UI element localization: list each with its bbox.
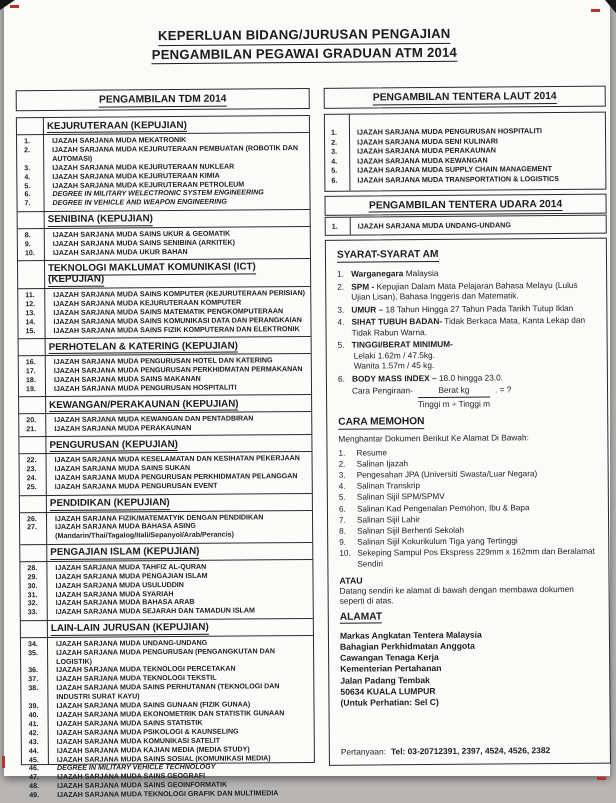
item-text: IJAZAH SARJANA MUDA PENGURUSAN HOSPITALITI (53, 383, 237, 393)
item-text: Salinan Transkrip (356, 481, 421, 491)
item-text: IJAZAH SARJANA MUDA KEJURUTERAAN PETROLEUM (52, 180, 245, 190)
alamat-heading (340, 609, 601, 622)
laut-items-box (324, 112, 607, 192)
memohon-intro: Menghantar Dokumen Berikut Ke Alamat Di Bawah: (338, 432, 529, 444)
item-text: Resume (356, 447, 388, 458)
item-text: IJAZAH SARJANA MUDA PERAKAUNAN (357, 145, 497, 156)
item-number: 12. (25, 300, 36, 309)
red-pen-mark-bottom-right (597, 777, 606, 780)
degree-row (20, 481, 312, 492)
syarat-heading-label: SYARAT-SYARAT AM (336, 248, 439, 261)
section-heading-label: TEKNOLOGI MAKLUMAT KOMUNIKASI (ICT) (KEPUJIAN) (48, 261, 256, 286)
document-item (339, 469, 600, 481)
item-number: 7. (339, 515, 346, 525)
item-text: BODY MASS INDEX – 18.0 hingga 23.0. Cara Pengiraan- $\frac{\text{Berat kg}}{\text{Tinggi m ÷ Tinggi m}}$ . = ? (352, 371, 599, 409)
degree-row (325, 174, 605, 186)
section-items (18, 287, 310, 338)
item-number: 27. (27, 523, 37, 532)
udara-items-box (325, 215, 607, 236)
item-number: 5. (337, 339, 345, 350)
item-text: Salinan Sijil Berhenti Sekolah (357, 525, 465, 536)
item-text: IJAZAH SARJANA MUDA SEJARAH DAN TAMADUN ISLAM (55, 606, 255, 617)
item-text: IJAZAH SARJANA MUDA SENI KULINARI (357, 136, 498, 147)
document-item (338, 446, 599, 458)
item-number: 29. (27, 572, 38, 581)
degree-row (19, 383, 311, 394)
item-text: IJAZAH SARJANA MUDA UKUR BAHAN (52, 247, 188, 257)
item-text: IJAZAH SARJANA MUDA SAINS KOMPUTER (KEJURUTERAAN PERISIAN) (53, 288, 306, 299)
item-number: 19. (25, 384, 36, 393)
document-item (339, 457, 600, 469)
item-text: IJAZAH SARJANA MUDA SAINS FIZIK KOMPUTERAN DAN ELEKTRONIK (53, 324, 300, 335)
udara-header-box (324, 194, 606, 216)
item-text: IJAZAH SARJANA MUDA UNDANG-UNDANG (55, 638, 208, 648)
item-text: IJAZAH SARJANA MUDA TEKNOLOGI GRAFIK DAN MULTIMEDIA (57, 789, 279, 800)
tdm-header-label: PENGAMBILAN TDM 2014 (98, 93, 227, 106)
address-line: 50634 KUALA LUMPUR (340, 685, 436, 697)
item-text: IJAZAH SARJANA MUDA KEWANGAN (357, 155, 488, 166)
document-item (339, 525, 600, 537)
degree-row (21, 682, 313, 702)
item-text: IJAZAH SARJANA MUDA PSIKOLOGI & KAUNSELING (56, 727, 239, 737)
item-text: SIHAT TUBUH BADAN- Tidak Berkaca Mata, Kanta Lekap dan Tidak Rabun Warna. (351, 314, 586, 338)
section-items (21, 636, 314, 803)
item-number: 14. (25, 317, 36, 326)
item-number: 9. (24, 239, 31, 248)
tdm-sections-box (16, 115, 315, 800)
item-text: IJAZAH SARJANA MUDA SAINS SUKAN (54, 464, 191, 474)
section-heading-label: KEJURUTERAAN (KEPUJIAN) (46, 119, 187, 132)
item-text: SPM - Kepujian Dalam Mata Pelajaran Bahasa Melayu (Lulus Ujian Lisan), Bahasa Inggeris dan Matematik. (351, 279, 578, 302)
item-number: 2. (331, 137, 338, 147)
red-pen-mark-top-right (591, 9, 600, 12)
item-number: 4. (338, 481, 346, 491)
item-number: 1. (331, 221, 338, 231)
item-number: 45. (28, 755, 39, 764)
section-heading (18, 209, 310, 229)
tdm-header-box (16, 88, 310, 111)
item-text: IJAZAH SARJANA FIZIK/MATEMATYIK DENGAN PENDIDIKAN (54, 512, 264, 523)
red-pen-mark-top-left (10, 5, 19, 8)
address-line: Markas Angkatan Tentera Malaysia (339, 629, 482, 641)
footer-label: Pertanyaan: (340, 746, 387, 757)
general-info-box (325, 238, 611, 766)
document-item (339, 502, 600, 514)
section-heading (17, 116, 309, 135)
section-heading (20, 542, 312, 562)
item-number: 44. (28, 746, 39, 755)
section-heading (19, 394, 311, 414)
item-text: IJAZAH SARJANA MUDA PENGURUSAN PERKHIDMATAN PELANGGAN (54, 472, 298, 483)
item-number: 13. (25, 308, 36, 317)
bmi-formula (352, 384, 599, 410)
syarat-list (337, 267, 599, 412)
address-line: Bahagian Perkhidmatan Anggota (339, 640, 475, 652)
item-text: IJAZAH SARJANA MUDA KAJIAN MEDIA (MEDIA STUDY) (56, 745, 250, 755)
item-text: IJAZAH SARJANA MUDA KEJURUTERAAN NUKLEAR (52, 162, 235, 172)
item-text: IJAZAH SARJANA MUDA PERAKAUNAN (54, 423, 192, 434)
document-item (339, 491, 600, 503)
item-number: 6. (338, 504, 346, 514)
item-number: 23. (26, 465, 37, 474)
item-text: IJAZAH SARJANA MUDA MEKATRONIK (52, 135, 187, 145)
degree-row (19, 325, 311, 336)
footer-phone-numbers: Tel: 03-20712391, 2397, 4524, 4526, 2382 (390, 745, 551, 757)
item-number: 6. (337, 373, 345, 384)
item-number: 33. (27, 608, 38, 617)
item-number: 1. (330, 127, 338, 137)
item-text: IJAZAH SARJANA MUDA SUPPLY CHAIN MANAGEMENT (357, 164, 553, 175)
item-text: Salinan Kad Pengenalan Pemohon, Ibu & Bapa (356, 502, 530, 514)
scanned-document-page (4, 0, 610, 800)
scan-corner-artifact-top-right (605, 0, 616, 13)
item-sub-line: Lelaki 1.62m / 47.5kg. (353, 349, 435, 361)
address-line: (Untuk Perhatian: Sel C) (340, 696, 439, 708)
item-number: 43. (28, 737, 39, 746)
degree-row (18, 197, 310, 208)
item-number: 17. (25, 367, 36, 376)
item-text: IJAZAH SARJANA MUDA SAINS SOSIAL (KOMUNIKASI MEDIA) (56, 753, 271, 764)
item-text: IJAZAH SARJANA MUDA KEWANGAN DAN PENTADBIRAN (54, 414, 254, 425)
item-number: 9. (339, 537, 347, 547)
item-number: 4. (24, 172, 31, 181)
item-text: IJAZAH SARJANA MUDA SAINS STATISTIK (56, 718, 203, 728)
item-text: IJAZAH SARJANA MUDA PENGURUSAN HOTEL DAN KATERING (53, 356, 273, 366)
item-sub-line: Wanita 1.57m / 45 kg. (353, 360, 435, 371)
item-number: 8. (339, 526, 347, 536)
item-text: Salinan Ijazah (356, 458, 409, 469)
section-items (19, 412, 311, 437)
item-number: 37. (28, 675, 39, 684)
item-text: IJAZAH SARJANA MUDA SAINS MAKANAN (53, 374, 201, 384)
degree-row (19, 423, 311, 434)
item-text: IJAZAH SARJANA MUDA SAINS MATEMATIK PENGKOMPUTERAAN (53, 306, 284, 317)
item-number: 4. (337, 316, 345, 327)
section-heading (19, 336, 311, 356)
item-number: 48. (29, 782, 40, 791)
item-bold-lead: UMUR – (351, 303, 384, 315)
document-item (339, 480, 600, 492)
section-items (19, 354, 311, 396)
item-number: 7. (24, 199, 31, 208)
degree-row (21, 606, 313, 617)
item-number: 2. (24, 146, 31, 155)
section-heading-label: SENIBINA (KEPUJIAN) (47, 213, 153, 226)
item-bold-lead: Warganegara (351, 268, 404, 279)
memohon-list (338, 446, 600, 570)
alamat-lines (340, 628, 602, 708)
section-heading-label: PENGAJIAN ISLAM (KEPUJIAN) (50, 546, 200, 559)
formula-label: Cara Pengiraan- (351, 385, 413, 396)
item-text: IJAZAH SARJANA MUDA TAHFIZ AL-QURAN (55, 562, 207, 572)
udara-header-label: PENGAMBILAN TENTERA UDARA 2014 (368, 198, 563, 212)
item-text: DEGREE IN MILITARY VEHICLE TECHNOLOGY (56, 763, 216, 773)
item-number: 49. (29, 791, 40, 800)
item-text: IJAZAH SARJANA MUDA SYARIAH (55, 589, 174, 599)
item-number: 8. (24, 230, 31, 239)
footer-contact (341, 745, 602, 758)
formula-denominator: Tinggi m ÷ Tinggi m (417, 398, 491, 409)
item-number: 2. (337, 281, 345, 292)
section-heading-label: PENDIDIKAN (KEPUJIAN) (49, 497, 170, 510)
item-number: 5. (338, 493, 346, 503)
item-number: 31. (27, 590, 38, 599)
item-text: IJAZAH SARJANA MUDA BAHASA ASING (Mandarin/Thai/Tagalog/Itali/Sepanyol/Arab/Perancis) (55, 522, 235, 541)
item-text: Warganegara Malaysia (351, 267, 439, 279)
item-number: 24. (26, 474, 37, 483)
requirement-item (337, 302, 598, 315)
item-text: IJAZAH SARJANA MUDA UNDANG-UNDANG (357, 220, 511, 231)
degree-row (17, 144, 309, 164)
item-number: 1. (337, 268, 345, 279)
item-number: 26. (26, 514, 37, 523)
title-line-2: PENGAMBILAN PEGAWAI GRADUAN ATM 2014 (152, 43, 458, 64)
item-text: Pengesahan JPA (Universiti Swasta/Luar Negara) (356, 469, 538, 480)
tdm-sections (17, 116, 314, 803)
degree-row (20, 521, 312, 541)
requirement-item (337, 279, 598, 302)
degree-row (22, 789, 314, 800)
item-number: 22. (26, 456, 37, 465)
item-number: 3. (331, 146, 338, 156)
item-text: IJAZAH SARJANA MUDA PENGURUSAN PERKHIDMATAN PERMAKANAN (53, 364, 303, 375)
syarat-heading (337, 248, 598, 261)
address-line: Kementerian Pertahanan (340, 663, 442, 675)
red-pen-mark-bottom-left (2, 756, 5, 768)
item-text: IJAZAH SARJANA MUDA SAINS SENIBINA (ARKITEK) (52, 238, 235, 248)
item-number: 40. (28, 711, 39, 720)
item-number: 16. (25, 358, 36, 367)
address-line: Cawangan Tenaga Kerja (340, 652, 439, 663)
requirement-item (338, 371, 599, 410)
item-text: IJAZAH SARJANA MUDA PENGAJIAN ISLAM (55, 571, 208, 581)
item-number: 21. (26, 425, 37, 434)
item-number: 3. (338, 470, 346, 480)
item-text: IJAZAH SARJANA MUDA SAINS UKUR & GEOMATIK (52, 229, 231, 239)
section-items (20, 511, 312, 545)
item-text: IJAZAH SARJANA MUDA BAHASA ARAB (55, 598, 195, 608)
item-number: 41. (28, 719, 39, 729)
document-item (339, 513, 600, 525)
section-heading (19, 434, 311, 454)
document-title (1, 24, 607, 66)
item-number: 5. (331, 166, 338, 176)
item-text: IJAZAH SARJANA MUDA PENGURUSAN HOSPITALITI (356, 126, 543, 137)
section-heading-label: KEWANGAN/PERAKAUNAN (KEPUJIAN) (49, 398, 239, 411)
item-number: 3. (337, 304, 345, 315)
item-text: IJAZAH SARJANA MUDA SAINS GEOINFORMATIK (57, 780, 228, 791)
degree-row (21, 647, 313, 667)
document-item (339, 547, 600, 569)
item-text (352, 338, 599, 371)
item-bold-lead: TINGGI/BERAT MINIMUM- (351, 338, 453, 350)
item-text: IJAZAH SARJANA MUDA TEKNOLOGI PERCETAKAN (56, 665, 236, 675)
item-text: Salinan Sijil SPM/SPMV (356, 492, 445, 502)
section-items (20, 560, 312, 620)
laut-header-label: PENGAMBILAN TENTERA LAUT 2014 (372, 91, 557, 104)
item-number: 1. (338, 448, 346, 458)
requirement-item (338, 338, 599, 372)
item-text: IJAZAH SARJANA MUDA EKONOMETRIK DAN STATISTIK GUNAAN (56, 709, 285, 719)
item-text: Sekeping Sampul Pos Ekspress 229mm x 162mm dan Beralamat Sendiri (357, 547, 595, 569)
item-number: 30. (27, 581, 38, 590)
degree-row (326, 220, 606, 232)
item-text: IJAZAH SARJANA MUDA PENGURUSAN EVENT (54, 481, 218, 492)
item-number: 3. (24, 163, 31, 172)
item-number: 10. (339, 548, 351, 559)
item-number: 4. (331, 156, 338, 166)
section-heading (21, 618, 313, 638)
section-heading (18, 258, 310, 289)
atau-heading: ATAU (339, 575, 363, 586)
item-number: 25. (26, 483, 37, 492)
item-text: IJAZAH SARJANA MUDA KOMUNIKASI SATELIT (56, 736, 221, 746)
item-number: 10. (24, 248, 35, 257)
item-number: 15. (25, 326, 36, 335)
item-number: 11. (25, 291, 35, 300)
item-text: IJAZAH SARJANA MUDA USULUDDIN (55, 580, 184, 590)
section-heading-label: PERHOTELAN & KATERING (KEPUJIAN) (48, 340, 238, 353)
item-number: 6. (24, 190, 31, 199)
document-item (339, 536, 600, 548)
section-heading (20, 493, 312, 513)
item-number: 1. (24, 137, 31, 146)
item-number: 39. (28, 702, 39, 711)
item-text: Salinan Sijil Lahir (357, 514, 420, 525)
item-text: IJAZAH SARJANA MUDA SAINS KOMUNIKASI DATA DAN PERANGKAIAN (53, 315, 302, 326)
requirement-item (337, 315, 598, 338)
item-bold-lead: SIHAT TUBUH BADAN- (351, 315, 443, 327)
item-number: 34. (27, 639, 38, 648)
laut-header-box (324, 86, 606, 109)
item-number: 18. (25, 375, 36, 385)
requirement-item (337, 267, 598, 280)
item-text: IJAZAH SARJANA MUDA KEJURUTERAAN KIMIA (52, 171, 220, 181)
item-number: 35. (28, 648, 38, 657)
section-heading-label: PENGURUSAN (KEPUJIAN) (49, 438, 178, 451)
section-heading-label: LAIN-LAIN JURUSAN (KEPUJIAN) (50, 621, 209, 635)
item-number: 6. (331, 175, 338, 185)
item-text: IJAZAH SARJANA MUDA KEJURUTERAAN KOMPUTER (53, 298, 242, 308)
item-number: 32. (27, 599, 38, 608)
item-number: 5. (24, 181, 31, 190)
section-items (20, 452, 312, 494)
degree-row (18, 247, 310, 258)
item-bold-lead: SPM - (351, 280, 375, 292)
item-text: IJAZAH SARJANA MUDA TRANSPORTATION & LOGISTICS (357, 173, 560, 185)
item-number: 46. (28, 764, 39, 773)
item-text: IJAZAH SARJANA MUDA TEKNOLOGI TEKSTIL (56, 674, 217, 684)
alamat-heading-label: ALAMAT (339, 611, 383, 623)
item-number: 47. (29, 773, 39, 782)
item-text: IJAZAH SARJANA MUDA SAINS GEOGRAFI (57, 772, 206, 782)
formula-equals: . = ? (494, 384, 512, 395)
item-bold-lead: BODY MASS INDEX – (351, 372, 437, 384)
item-text: IJAZAH SARJANA MUDA SAINS PERHUTANAN (TEKNOLOGI DAN INDUSTRI SURAT KAYU) (56, 682, 280, 702)
item-text: IJAZAH SARJANA MUDA KESELAMATAN DAN KESIHATAN PEKERJAAN (54, 454, 300, 465)
item-text: IJAZAH SARJANA MUDA KEJURUTERAAN PEMBUATAN (ROBOTIK DAN AUTOMASI) (52, 143, 299, 163)
document-content (1, 0, 613, 800)
item-text: DEGREE IN VEHICLE AND WEAPON ENGINEERING (52, 197, 227, 208)
section-items (18, 227, 310, 261)
item-text: IJAZAH SARJANA MUDA SAINS GUNAAN (FIZIK GUNAA) (56, 700, 251, 711)
item-text: DEGREE IN MILITARY WELECTRONIC SYSTEM ENGINEERING (52, 188, 264, 199)
section-items (17, 133, 310, 211)
item-number: 38. (28, 684, 39, 693)
item-number: 36. (28, 666, 39, 675)
item-text: UMUR – 18 Tahun Hingga 27 Tahun Pada Tarikh Tutup Iklan (351, 302, 574, 315)
formula-fraction (418, 385, 490, 410)
item-number: 28. (27, 563, 38, 572)
item-number: 42. (28, 728, 39, 737)
item-text: Salinan Sijil Kokurikulum Tiga yang Tertinggi (357, 536, 518, 547)
address-line: Jalan Padang Tembak (340, 674, 430, 686)
formula-numerator: Berat kg (418, 385, 490, 398)
item-number: 2. (338, 459, 346, 469)
item-number: 20. (26, 416, 37, 425)
memohon-heading-label: CARA MEMOHON (338, 416, 425, 428)
memohon-heading (338, 415, 599, 428)
item-text: IJAZAH SARJANA MUDA PENGURUSAN (PENGANGKUTAN DAN LOGISTIK) (56, 646, 275, 666)
title-line-1: KEPERLUAN BIDANG/JURUSAN PENGAJIAN (158, 25, 451, 46)
atau-text: Datang sendiri ke alamat di bawah dengan membawa dokumen seperti di atas. (339, 583, 574, 606)
